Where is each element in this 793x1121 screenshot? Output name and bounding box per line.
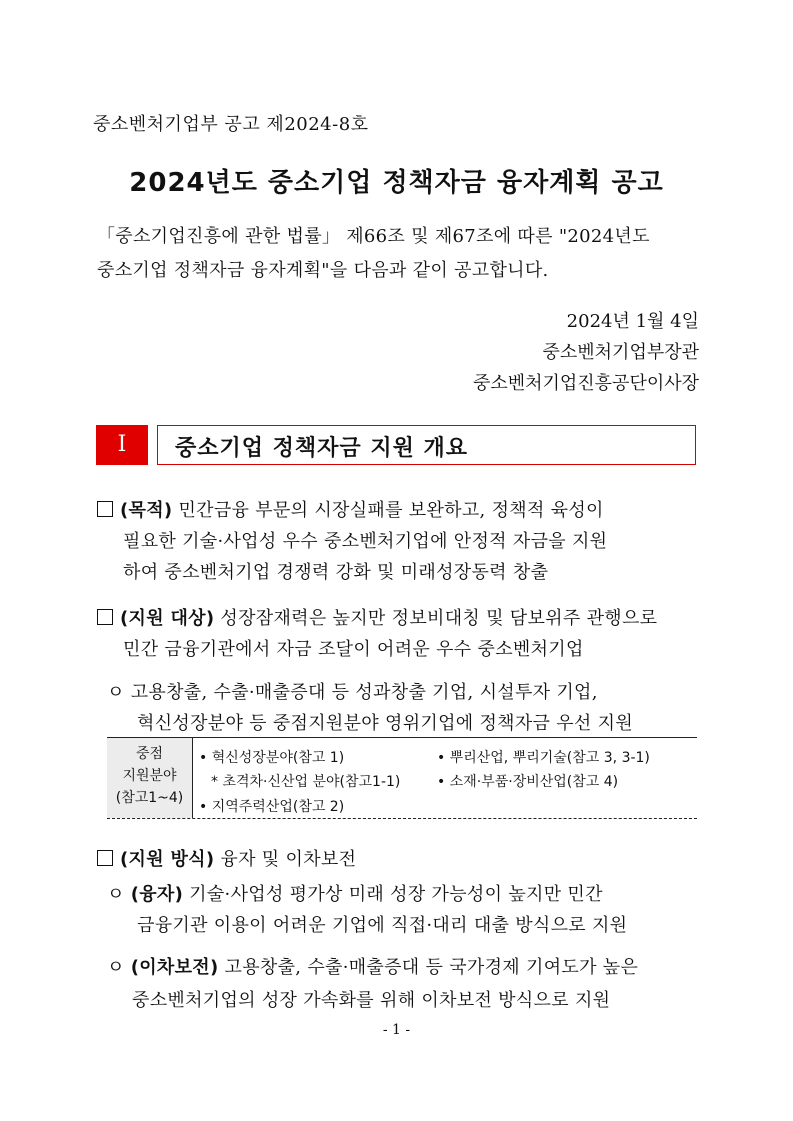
focus-header-line-2: 지원분야 (122, 768, 177, 784)
checkbox-square-icon (97, 850, 113, 866)
method-text: 융자 및 이차보전 (214, 849, 357, 870)
circle-bullet: ㅇ (107, 957, 131, 978)
circle-bullet: ㅇ (107, 884, 131, 905)
target-text-1: 성장잠재력은 높지만 정보비대칭 및 담보위주 관행으로 (214, 608, 658, 629)
page-number: - 1 - (382, 1022, 411, 1038)
intro-line-1: 「중소기업진흥에 관한 법률」 제66조 및 제67조에 따른 "2024년도 (97, 226, 650, 247)
notice-date: 2024년 1월 4일 (566, 311, 699, 332)
purpose-label: (목적) (120, 500, 173, 521)
focus-table-header (107, 738, 193, 818)
target-sub-line-1: ㅇ 고용창출, 수출·매출증대 등 성과창출 기업, 시설투자 기업, (107, 682, 598, 703)
loan-label: (융자) (130, 884, 184, 905)
intro-line-2: 중소기업 정책자금 융자계획"을 다음과 같이 공고합니다. (97, 260, 549, 281)
focus-item-3: • 소재·부품·장비산업(참고 4) (437, 774, 619, 790)
method-line (97, 845, 356, 871)
purpose-text-1: 민간금융 부문의 시장실패를 보완하고, 정책적 육성이 (172, 500, 604, 521)
section-number-badge: I (96, 425, 148, 465)
focus-header-line-3: (참고1~4) (115, 790, 184, 806)
focus-item-2: • 뿌리산업, 뿌리기술(참고 3, 3-1) (437, 750, 650, 766)
purpose-line-3: 하여 중소벤처기업 경쟁력 강화 및 미래성장동력 창출 (123, 562, 549, 583)
page-title: 2024년도 중소기업 정책자금 융자계획 공고 (129, 168, 664, 198)
loan-line-1 (107, 880, 603, 906)
interest-line-2: 중소벤처기업의 성장 가속화를 위해 이차보전 방식으로 지원 (132, 990, 611, 1011)
method-label: (지원 방식) (120, 849, 215, 870)
purpose-line-1 (97, 496, 604, 522)
minister-signature: 중소벤처기업부장관 (542, 342, 699, 363)
focus-item-1-sub: * 초격차·신산업 분야(참고1-1) (211, 774, 401, 790)
checkbox-square-icon (97, 609, 113, 625)
loan-line-2: 금융기관 이용이 어려운 기업에 직접·대리 대출 방식으로 지원 (137, 915, 628, 936)
focus-header-line-1: 중점 (135, 746, 164, 762)
loan-text-1: 기술·사업성 평가상 미래 성장 가능성이 높지만 민간 (183, 884, 603, 905)
target-line-1 (97, 604, 657, 630)
interest-label: (이차보전) (130, 957, 219, 978)
section-title: 중소기업 정책자금 지원 개요 (175, 436, 469, 461)
target-line-2: 민간 금융기관에서 자금 조달이 어려운 우수 중소벤처기업 (123, 639, 584, 660)
purpose-line-2: 필요한 기술·사업성 우수 중소벤처기업에 안정적 자금을 지원 (123, 531, 608, 552)
target-label: (지원 대상) (120, 608, 215, 629)
interest-line-1 (107, 953, 638, 979)
target-sub-line-2: 혁신성장분야 등 중점지원분야 영위기업에 정책자금 우선 지원 (137, 713, 634, 734)
interest-text-1: 고용창출, 수출·매출증대 등 국가경제 기여도가 높은 (218, 957, 639, 978)
focus-item-1: • 혁신성장분야(참고 1) (199, 750, 345, 766)
agency-signature: 중소벤처기업진흥공단이사장 (472, 373, 699, 394)
focus-area-table (107, 737, 697, 819)
checkbox-square-icon (97, 501, 113, 517)
focus-item-4: • 지역주력산업(참고 2) (199, 799, 345, 815)
notice-number: 중소벤처기업부 공고 제2024-8호 (93, 114, 369, 135)
